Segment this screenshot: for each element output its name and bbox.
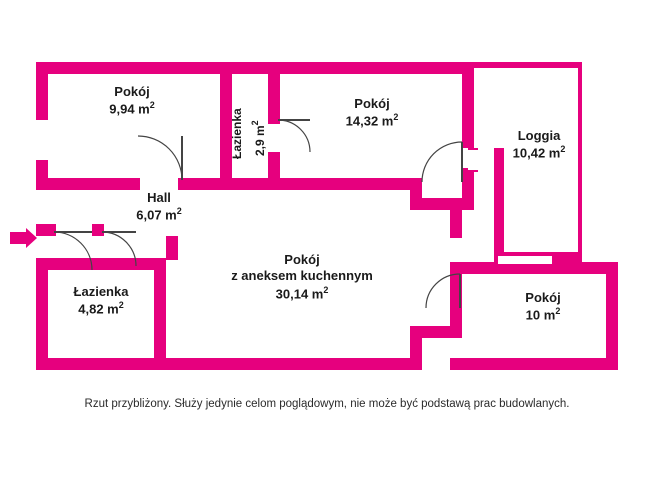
room-area: 14,32 $m^2$ (345, 112, 399, 129)
wall-main-right-upper (450, 210, 462, 238)
room-area: 9,94 $m^2$ (109, 100, 155, 117)
room-area: 10,42 $m^2$ (512, 144, 566, 161)
room-label-pokoj-1432 (286, 96, 458, 130)
room-name: Loggia (517, 128, 561, 143)
room-label-pokoj-aneks (190, 252, 414, 302)
wall-top-loggia (470, 62, 582, 68)
room-name: Pokój (114, 84, 150, 99)
wall-left-upper (36, 62, 48, 118)
wall-pokoj1432-bottom (280, 178, 410, 190)
room-area: 4,82 $m^2$ (78, 300, 124, 317)
room-label-lazienka-29 (230, 82, 274, 186)
plan-caption: Rzut przybliżony. Służy jedynie celom poglądowym, nie może być podstawą prac budowlanych. (84, 398, 570, 410)
room-label-pokoj-994 (48, 84, 216, 118)
room-area: 2,9 $m^2$ (250, 120, 267, 156)
door-entry (52, 230, 94, 272)
room-label-hall (104, 190, 214, 224)
wall-top-left (36, 62, 280, 74)
door-pokoj10 (424, 272, 462, 310)
window-pokoj994 (36, 118, 48, 162)
room-name: Pokój (284, 252, 320, 267)
room-label-pokoj-10 (484, 290, 602, 324)
wall-main-bottom (166, 358, 422, 370)
door-lazienka482 (100, 230, 138, 268)
wall-pokoj1432-right (462, 62, 474, 148)
wall-loggia-left (494, 148, 504, 262)
room-name: Pokój (525, 290, 561, 305)
room-name-secondary: z aneksem kuchennym (231, 268, 373, 284)
room-name: Łazienka (230, 108, 244, 160)
wall-pokoj994-bottom (36, 178, 140, 190)
room-area: 30,14 $m^2$ (275, 284, 329, 301)
room-name: Łazienka (73, 284, 129, 299)
wall-lazienka482-bottom (36, 358, 166, 370)
room-area: 6,07 $m^2$ (136, 206, 182, 223)
door-pokoj1432 (420, 140, 464, 184)
room-label-lazienka-482 (40, 284, 162, 318)
wall-pokoj10-bottom (450, 358, 618, 370)
room-name: Hall (147, 190, 171, 205)
wall-pokoj10-right (606, 262, 618, 370)
room-name: Pokój (354, 96, 390, 111)
room-area: 10 $m^2$ (525, 306, 561, 323)
door-pokoj994 (136, 134, 184, 182)
wall-hall-main-div (166, 236, 178, 260)
wall-top-center (280, 62, 470, 74)
room-label-loggia (484, 128, 594, 162)
wall-pokoj1432-bottom-step2 (410, 198, 462, 210)
window-loggia-bottom (498, 254, 552, 266)
entrance-arrow-icon (10, 228, 38, 248)
window-loggia-right (468, 148, 478, 172)
